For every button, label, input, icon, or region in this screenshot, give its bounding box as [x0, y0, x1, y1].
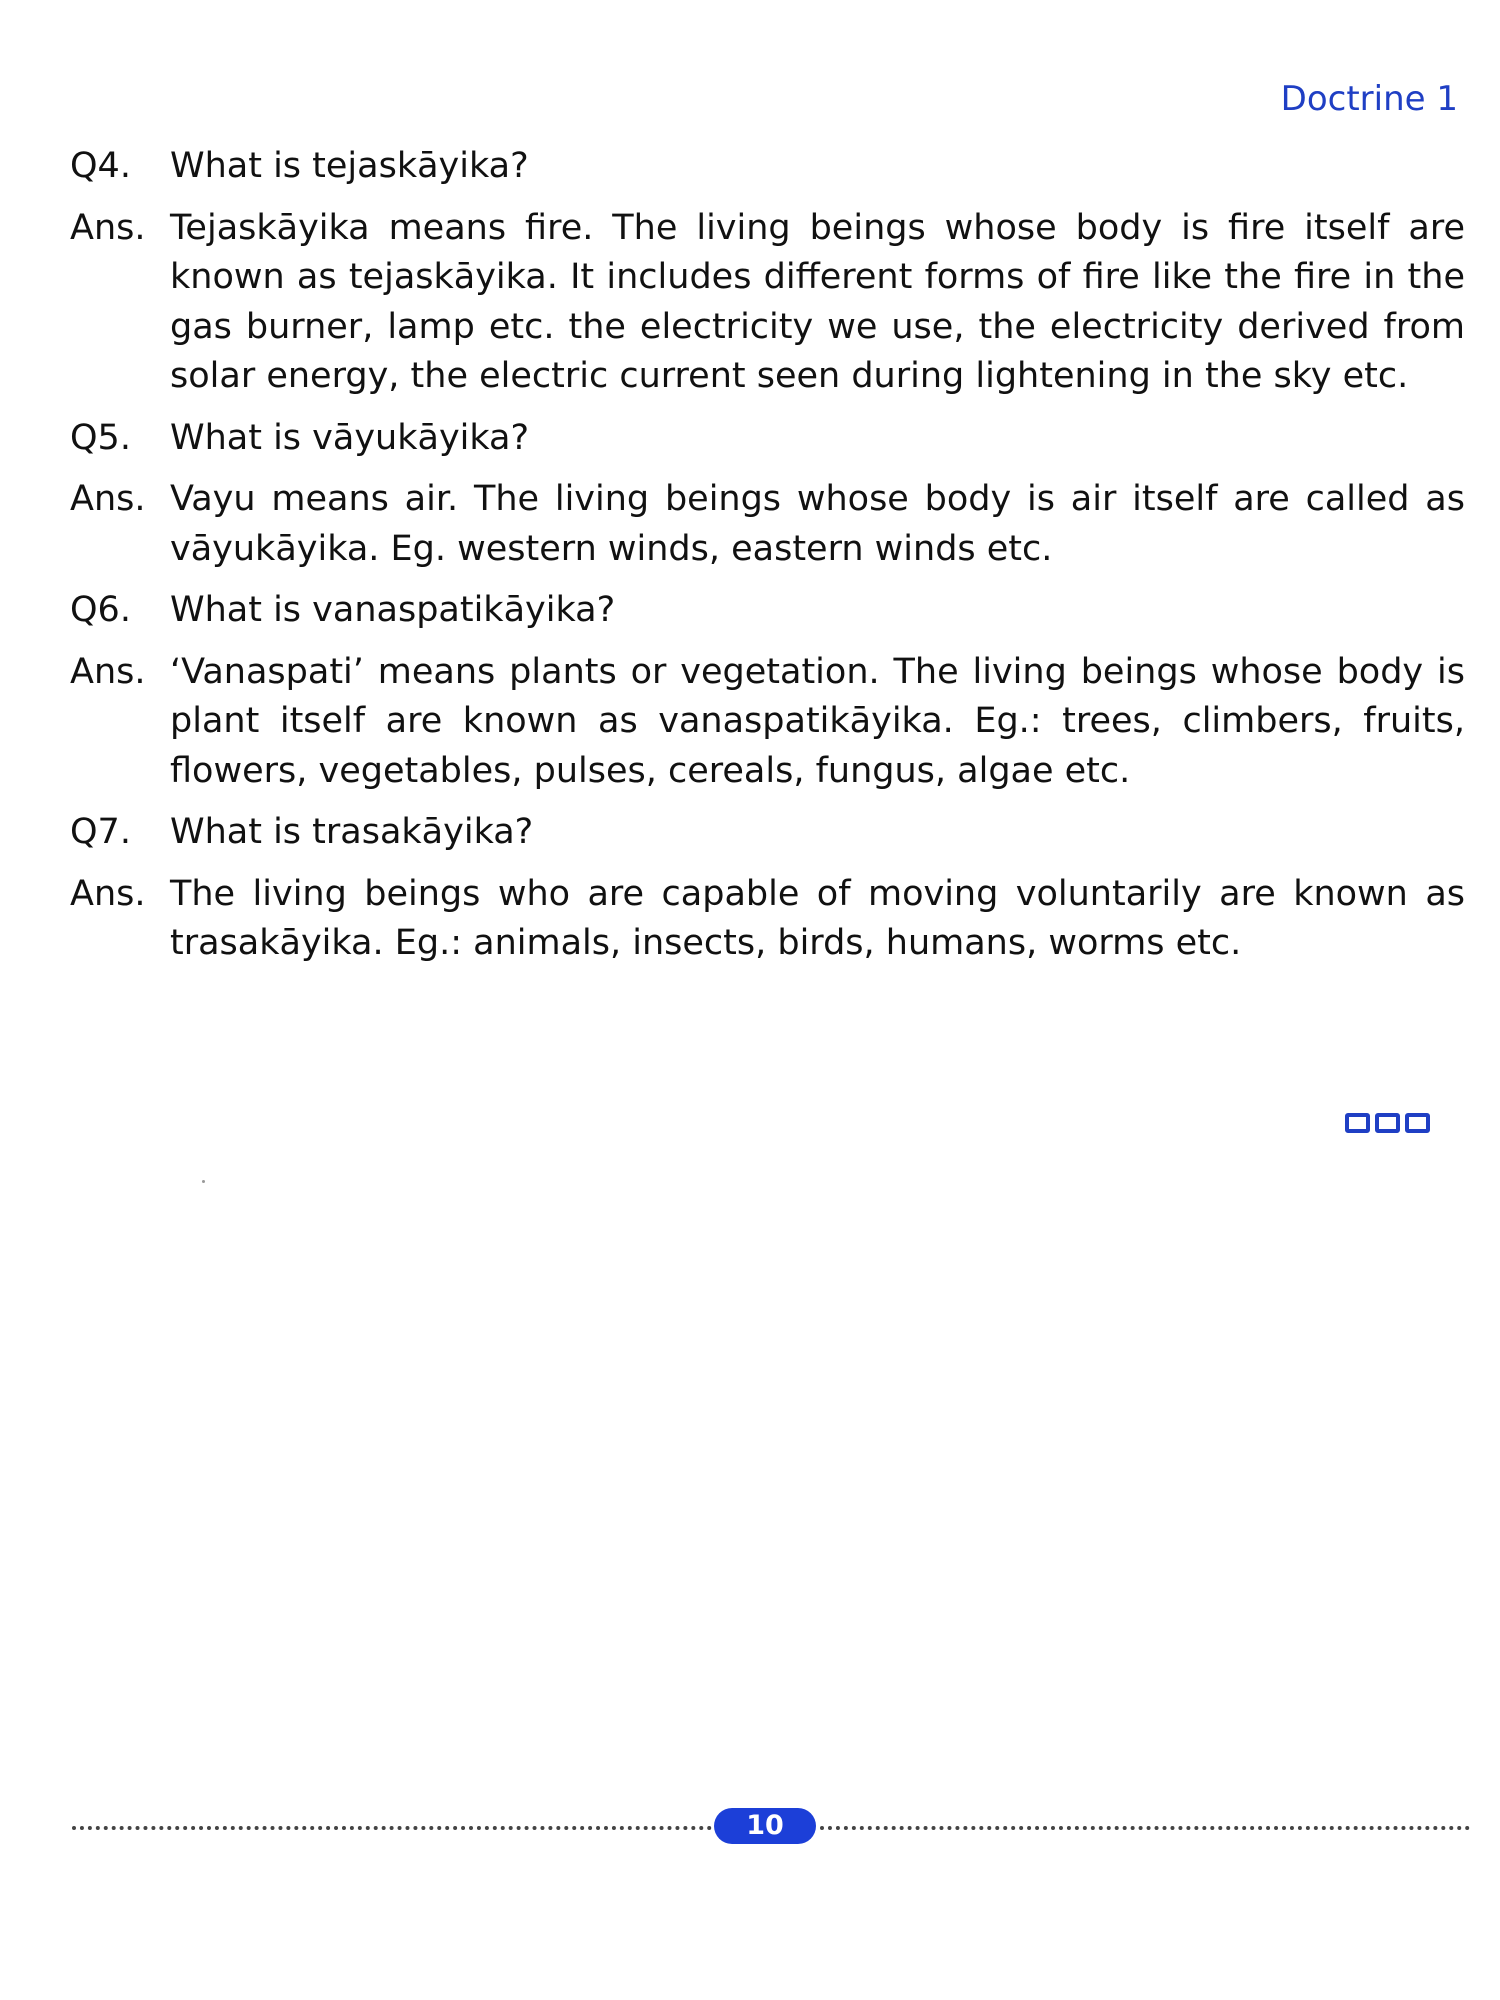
- answer-4: [70, 204, 1465, 402]
- answer-7: [70, 870, 1465, 969]
- answer-label: Ans.: [70, 873, 146, 914]
- answer-5: [70, 475, 1465, 574]
- answer-label: Ans.: [70, 651, 146, 692]
- question-6: [70, 586, 1465, 636]
- page-number-badge: 10: [714, 1808, 816, 1844]
- answer-text: The living beings who are capable of moving voluntarily are known as trasakāyika. Eg.: animals, insects, birds, humans, worms etc.: [170, 873, 1465, 963]
- answer-text: ‘Vanaspati’ means plants or vegetation. The living beings whose body is plant itself are known as vanaspatikāyika. Eg.: trees, climbers, fruits, flowers, vegetables, pulses, cereals, fungus, algae etc.: [170, 651, 1465, 791]
- end-of-section-mark: [1345, 1113, 1430, 1133]
- answer-6: [70, 648, 1465, 797]
- question-number: Q5.: [70, 417, 131, 458]
- question-text: What is tejaskāyika?: [170, 146, 529, 186]
- hollow-square-icon: [1345, 1113, 1370, 1133]
- question-4: [70, 142, 1465, 192]
- qa-list: [70, 142, 1465, 981]
- answer-label: Ans.: [70, 207, 146, 248]
- question-number: Q7.: [70, 812, 131, 852]
- question-text: What is trasakāyika?: [170, 812, 534, 852]
- scan-speck: [202, 1180, 205, 1183]
- hollow-square-icon: [1405, 1113, 1430, 1133]
- question-text: What is vāyukāyika?: [170, 417, 530, 458]
- question-number: Q4.: [70, 146, 131, 186]
- hollow-square-icon: [1375, 1113, 1400, 1133]
- question-number: Q6.: [70, 590, 131, 630]
- question-7: [70, 808, 1465, 858]
- answer-text: Vayu means air. The living beings whose body is air itself are called as vāyukāyika. Eg. western winds, eastern winds etc.: [170, 479, 1465, 569]
- footer-dotted-rule-left: [72, 1826, 712, 1830]
- question-5: [70, 414, 1465, 464]
- answer-text: Tejaskāyika means fire. The living beings whose body is fire itself are known as tejaskāyika. It includes different forms of fire like the fire in the gas burner, lamp etc. the electricity we use, the electricity derived from solar energy, the electric current seen during lightening in the sky etc.: [170, 207, 1465, 396]
- running-header: Doctrine 1: [1280, 79, 1458, 119]
- footer-dotted-rule-right: [820, 1826, 1470, 1830]
- question-text: What is vanaspatikāyika?: [170, 590, 616, 630]
- answer-label: Ans.: [70, 479, 146, 519]
